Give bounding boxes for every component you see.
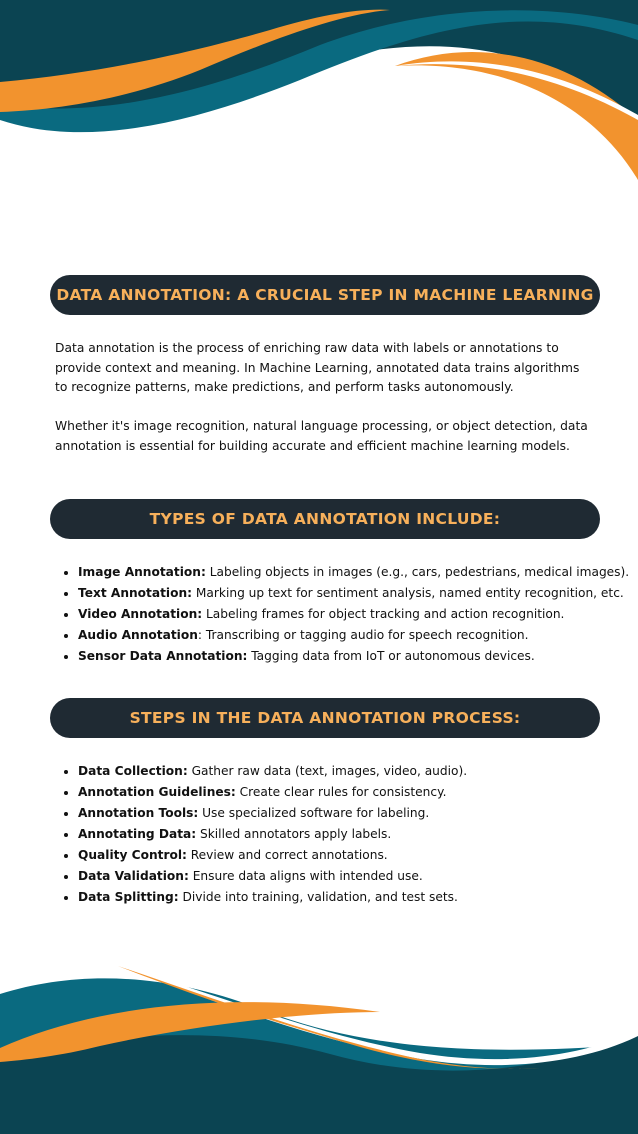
list-item-desc: Gather raw data (text, images, video, audio). bbox=[187, 764, 468, 778]
list-item bbox=[78, 761, 638, 782]
steps-list bbox=[58, 761, 638, 908]
list-item-term: Data Collection: bbox=[78, 764, 188, 778]
list-item-desc: Create clear rules for consistency. bbox=[235, 785, 447, 799]
list-item bbox=[78, 866, 638, 887]
list-item-desc: Divide into training, validation, and test sets. bbox=[178, 890, 458, 904]
list-item-term: Video Annotation: bbox=[78, 607, 203, 621]
list-item bbox=[78, 782, 638, 803]
list-item-desc: Labeling frames for object tracking and action recognition. bbox=[202, 607, 565, 621]
list-item-term: Data Validation: bbox=[78, 869, 189, 883]
list-item bbox=[78, 803, 638, 824]
list-item-term: Annotation Tools: bbox=[78, 806, 199, 820]
list-item-term: Image Annotation: bbox=[78, 565, 206, 579]
intro-heading: DATA ANNOTATION: A CRUCIAL STEP IN MACHINE LEARNING bbox=[56, 286, 594, 304]
steps-heading-pill bbox=[50, 698, 600, 738]
list-item bbox=[78, 824, 638, 845]
steps-heading: STEPS IN THE DATA ANNOTATION PROCESS: bbox=[129, 709, 521, 727]
intro-paragraph-2: Whether it's image recognition, natural language processing, or object detection, data annotation is essential for building accurate and efficient machine learning models. bbox=[55, 419, 588, 453]
list-item-term: Data Splitting: bbox=[78, 890, 179, 904]
list-item-desc: Marking up text for sentiment analysis, named entity recognition, etc. bbox=[192, 586, 624, 600]
list-item-term: Audio Annotation bbox=[78, 628, 198, 642]
list-item bbox=[78, 583, 638, 604]
intro-heading-pill bbox=[50, 275, 600, 315]
bottom-wave-decoration bbox=[0, 964, 638, 1134]
list-item-term: Annotating Data: bbox=[78, 827, 197, 841]
list-item-desc: Labeling objects in images (e.g., cars, pedestrians, medical images). bbox=[205, 565, 630, 579]
top-wave-decoration bbox=[0, 0, 638, 200]
list-item-desc: Skilled annotators apply labels. bbox=[196, 827, 392, 841]
list-item-desc: : Transcribing or tagging audio for speech recognition. bbox=[197, 628, 529, 642]
intro-paragraph-1: Data annotation is the process of enriching raw data with labels or annotations to provide context and meaning. In Machine Learning, annotated data trains algorithms to recognize patterns, make predictions, and perform tasks autonomously. bbox=[55, 341, 580, 394]
types-heading-pill bbox=[50, 499, 600, 539]
list-item-term: Sensor Data Annotation: bbox=[78, 649, 248, 663]
list-item bbox=[78, 625, 638, 646]
list-item bbox=[78, 845, 638, 866]
list-item-term: Text Annotation: bbox=[78, 586, 193, 600]
list-item bbox=[78, 604, 638, 625]
list-item-term: Annotation Guidelines: bbox=[78, 785, 236, 799]
types-list bbox=[58, 562, 638, 667]
list-item bbox=[78, 646, 638, 667]
list-item bbox=[78, 562, 638, 583]
list-item-desc: Review and correct annotations. bbox=[186, 848, 388, 862]
list-item-desc: Ensure data aligns with intended use. bbox=[188, 869, 423, 883]
list-item bbox=[78, 887, 638, 908]
list-item-desc: Use specialized software for labeling. bbox=[198, 806, 430, 820]
list-item-term: Quality Control: bbox=[78, 848, 187, 862]
list-item-desc: Tagging data from IoT or autonomous devices. bbox=[247, 649, 535, 663]
types-heading: TYPES OF DATA ANNOTATION INCLUDE: bbox=[149, 510, 501, 528]
